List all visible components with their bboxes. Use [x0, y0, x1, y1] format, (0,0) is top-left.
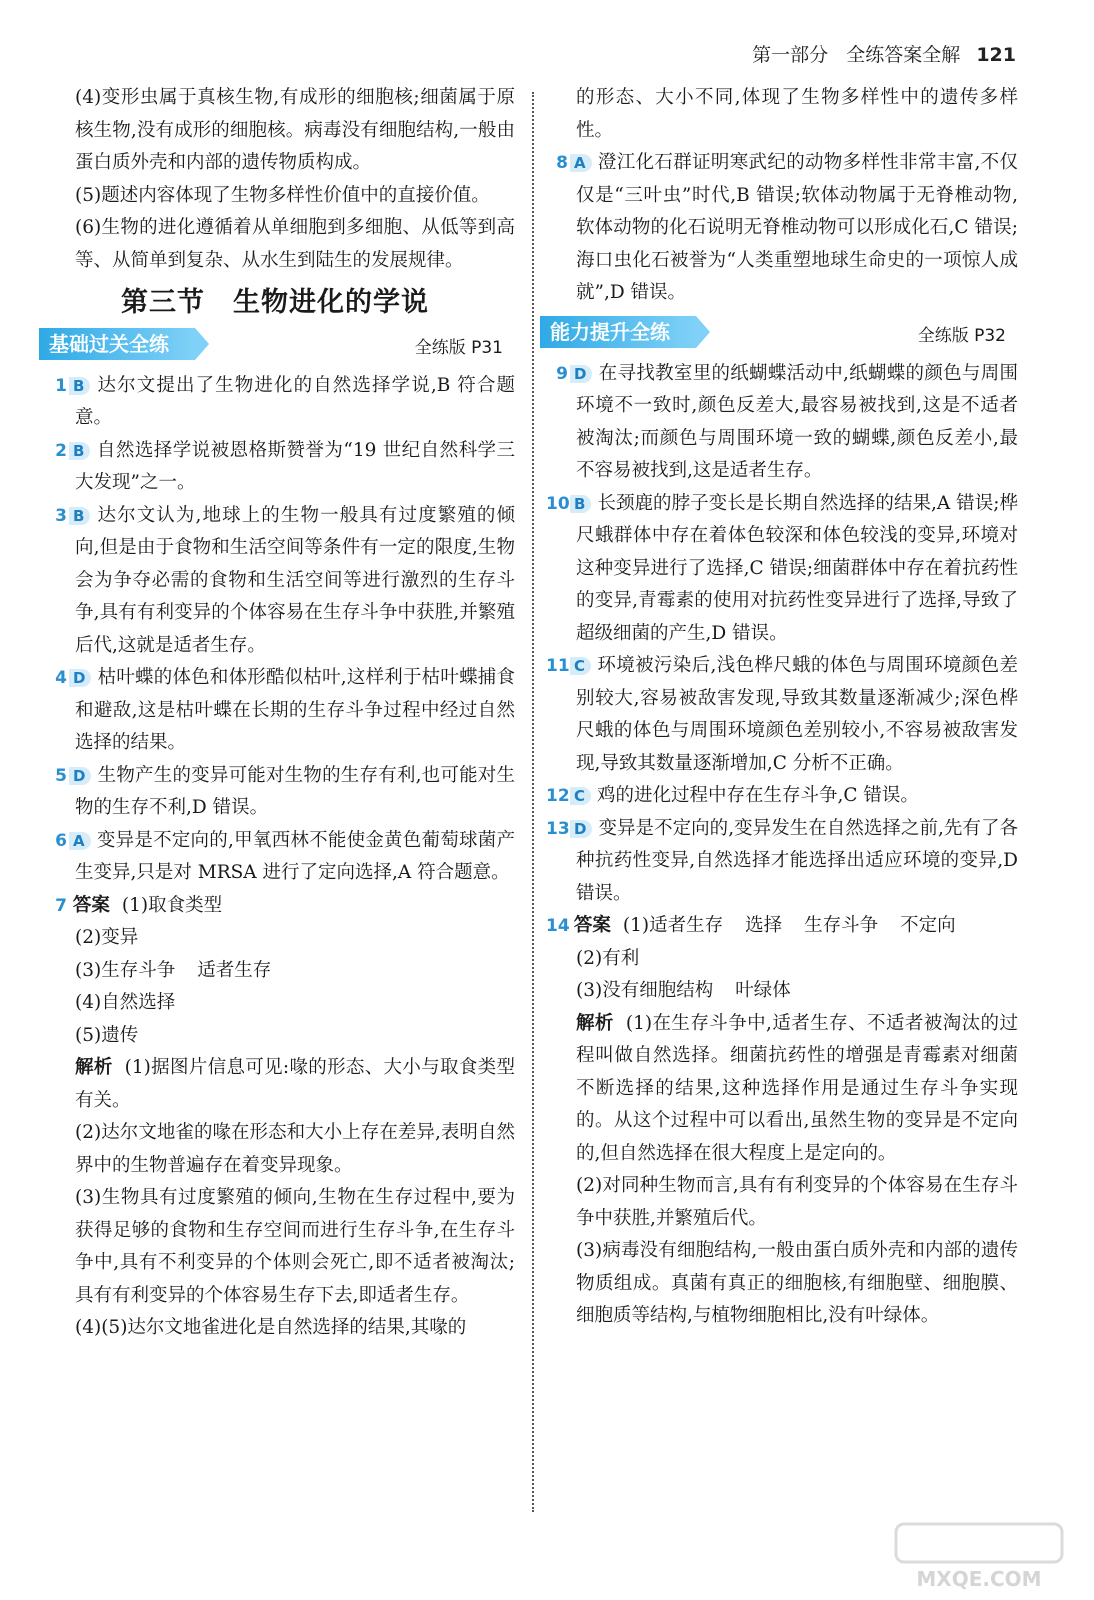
answer-badge: B	[69, 442, 90, 460]
question-number: 6	[55, 830, 67, 851]
ability-practice-banner	[540, 316, 1018, 350]
explanation-3: (3)生物具有过度繁殖的倾向,生物在生存过程中,要为获得足够的食物和生存空间而进行生存斗争,在生存斗争中,具有不利变异的个体则会死亡,即不适者被淘汰;具有有利变异的个体容易生存下去,即适者生存。	[75, 1187, 515, 1306]
question-text: 变异是不定向的,甲氧西林不能使金黄色葡萄球菌产生变异,只是对 MRSA 进行了定向选择,A 符合题意。	[75, 829, 515, 883]
watermark-text: MXQE.COM	[916, 1567, 1042, 1591]
question-number: 5	[55, 765, 67, 786]
answer-badge: D	[570, 365, 592, 383]
answer-badge: C	[570, 657, 591, 675]
question-text: 鸡的进化过程中存在生存斗争,C 错误。	[597, 785, 919, 806]
question-12	[546, 780, 1018, 813]
answer-badge: A	[69, 832, 91, 850]
question-9	[556, 358, 1018, 488]
question-number: 8	[556, 153, 568, 173]
explanation-3: (3)病毒没有细胞结构,一般由蛋白质外壳和内部的遗传物质组成。真菌有真正的细胞核,有细胞壁、细胞膜、细胞质等结构,与植物细胞相比,没有叶绿体。	[576, 1240, 1018, 1326]
question-7	[55, 890, 515, 1345]
question-text: 生物产生的变异可能对生物的生存有利,也可能对生物的生存不利,D 错误。	[75, 764, 515, 818]
answer-badge: D	[570, 820, 592, 838]
banner-ref: 全练版 P31	[414, 337, 503, 358]
explanation-2: (2)对同种生物而言,具有有利变异的个体容易在生存斗争中获胜,并繁殖后代。	[576, 1175, 1018, 1229]
banner-ref: 全练版 P32	[917, 325, 1006, 346]
question-text: 达尔文提出了生物进化的自然选择学说,B 符合题意。	[75, 374, 515, 428]
question-text: 环境被污染后,浅色桦尺蛾的体色与周围环境颜色差别较大,容易被敌害发现,导致其数量逐渐减少;深色桦尺蛾的体色与周围环境颜色差别较小,不容易被敌害发现,导致其数量逐渐增加,C 分析不正确。	[576, 655, 1018, 774]
question-number: 11	[546, 656, 570, 676]
answer-badge: A	[570, 154, 592, 172]
question-14	[546, 910, 1018, 1333]
answer-3b: 适者生存	[197, 959, 272, 981]
answer-4: (4)自然选择	[75, 992, 176, 1013]
question-1	[55, 370, 515, 435]
answer-3b: 叶绿体	[735, 980, 791, 1001]
header-section: 第一部分	[752, 44, 829, 66]
answer-3a: (3)没有细胞结构	[576, 980, 714, 1001]
answer-badge: B	[69, 507, 90, 525]
answer-label: 答案	[573, 915, 611, 936]
question-text: 达尔文认为,地球上的生物一般具有过度繁殖的倾向,但是由于食物和生活空间等条件有一定的限度,生物会为争夺必需的食物和生活空间等进行激烈的生存斗争,具有有利变异的个体容易在生存斗争中获胜,并繁殖后代,这就是适者生存。	[75, 504, 515, 656]
explanation-1: (1)据图片信息可见:喙的形态、大小与取食类型有关。	[75, 1057, 515, 1111]
banner-label: 基础过关全练	[39, 328, 195, 360]
explanation-1: (1)在生存斗争中,适者生存、不适者被淘汰的过程叫做自然选择。细菌抗药性的增强是青霉素对细菌不断选择的结果,这种选择作用是通过生存斗争实现的。从这个过程中可以看出,虽然生物的变异是不定向的,但自然选择在很大程度上是定向的。	[576, 1012, 1018, 1164]
question-number: 2	[55, 440, 67, 461]
question-11	[546, 650, 1018, 780]
question-2	[55, 435, 515, 500]
answer-2: (2)有利	[576, 947, 640, 969]
answer-1b: 选择	[745, 915, 783, 936]
question-8	[556, 147, 1018, 310]
question-text: 枯叶蝶的体色和体形酷似枯叶,这样利于枯叶蝶捕食和避敌,这是枯叶蝶在长期的生存斗争过程中经过自然选择的结果。	[75, 667, 515, 753]
answer-badge: D	[69, 767, 91, 785]
explanation-45: (4)(5)达尔文地雀进化是自然选择的结果,其喙的	[75, 1317, 467, 1338]
answer-5: (5)遗传	[75, 1024, 139, 1046]
analysis-label: 解析	[576, 1012, 614, 1034]
question-number: 14	[546, 916, 570, 936]
question-text: 变异是不定向的,变异发生在自然选择之前,先有了各种抗药性变异,自然选择才能选择出适应环境的变异,D 错误。	[576, 817, 1018, 904]
question-number: 12	[546, 786, 570, 806]
question-10	[546, 488, 1018, 651]
question-text: 自然选择学说被恩格斯赞誉为“19 世纪自然科学三大发现”之一。	[75, 439, 515, 493]
question-number: 3	[55, 505, 67, 526]
answer-badge: B	[570, 495, 591, 513]
answer-badge: B	[69, 377, 90, 395]
question-number: 9	[556, 363, 568, 384]
question-number: 1	[55, 375, 67, 396]
question-6	[55, 825, 515, 890]
question-3	[55, 500, 515, 663]
cont-item-6: (6)生物的进化遵循着从单细胞到多细胞、从低等到高等、从简单到复杂、从水生到陆生的发展规律。	[75, 217, 515, 271]
question-text: 在寻找教室里的纸蝴蝶活动中,纸蝴蝶的颜色与周围环境不一致时,颜色反差大,最容易被找到,这是不适者被淘汰;而颜色与周围环境一致的蝴蝶,颜色反差小,最不容易被找到,这是适者生存。	[576, 362, 1018, 481]
question-number: 13	[546, 818, 570, 839]
left-column	[49, 82, 515, 1345]
header-title: 全练答案全解	[846, 44, 961, 66]
question-number: 4	[55, 668, 67, 688]
banner-label: 能力提升全练	[540, 316, 696, 348]
page-number: 121	[976, 44, 1016, 66]
answer-label: 答案	[72, 894, 110, 916]
right-column	[548, 82, 1018, 1333]
question-text: 长颈鹿的脖子变长是长期自然选择的结果,A 错误;桦尺蛾群体中存在着体色较深和体色较浅的变异,环境对这种变异进行了选择,C 错误;细菌群体中存在着抗药性的变异,青霉素的使用对抗药性变异进行了选择,导致了超级细菌的产生,D 错误。	[576, 492, 1018, 644]
cont-item-5: (5)题述内容体现了生物多样性价值中的直接价值。	[75, 184, 490, 206]
answer-1: (1)取食类型	[121, 894, 223, 916]
question-4	[55, 662, 515, 760]
answer-badge: C	[570, 787, 591, 805]
answer-2: (2)变异	[75, 927, 139, 948]
answer-1d: 不定向	[900, 915, 956, 936]
answer-3a: (3)生存斗争	[75, 959, 176, 981]
question-13	[546, 813, 1018, 911]
watermark-logo	[894, 1522, 1064, 1592]
question-text: 澄江化石群证明寒武纪的动物多样性非常丰富,不仅仅是“三叶虫”时代,B 错误;软体动物属于无脊椎动物,软体动物的化石说明无脊椎动物可以形成化石,C 错误;海口虫化石被誉为“人类重塑地球生命史的一项惊人成就”,D 错误。	[576, 152, 1018, 303]
question-5	[55, 760, 515, 825]
section-title: 第三节 生物进化的学说	[121, 287, 429, 318]
cont-item-4: (4)变形虫属于真核生物,有成形的细胞核;细菌属于原核生物,没有成形的细胞核。病毒没有细胞结构,一般由蛋白质外壳和内部的遗传物质构成。	[75, 87, 515, 173]
question-number: 10	[546, 493, 570, 514]
answer-1a: (1)适者生存	[622, 915, 724, 936]
explanation-2: (2)达尔文地雀的喙在形态和大小上存在差异,表明自然界中的生物普遍存在着变异现象。	[75, 1122, 515, 1176]
question-number: 7	[55, 895, 67, 916]
analysis-label: 解析	[75, 1057, 113, 1078]
column-divider	[532, 92, 534, 1512]
page-header	[752, 40, 1016, 67]
basic-practice-banner	[39, 328, 515, 362]
cont-text: 的形态、大小不同,体现了生物多样性中的遗传多样性。	[576, 87, 1018, 141]
answer-badge: D	[69, 669, 91, 687]
answer-1c: 生存斗争	[804, 915, 879, 936]
